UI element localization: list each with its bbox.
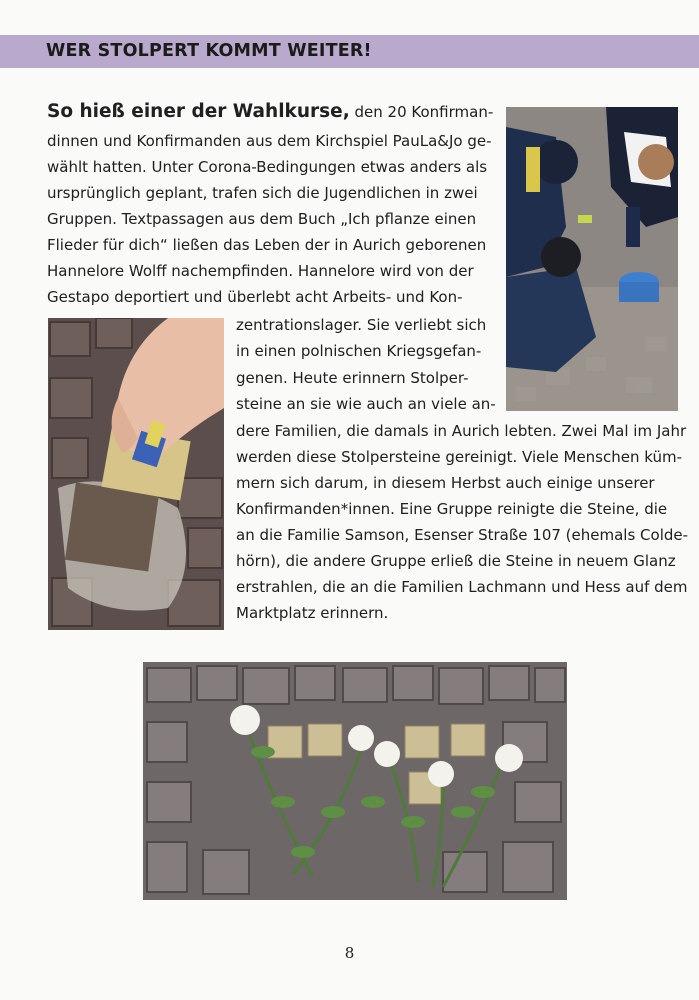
article-line: Gestapo deportiert und überlebt acht Arbeits- und Kon-	[47, 288, 463, 306]
article-line: werden diese Stolpersteine gereinigt. Viele Menschen küm-	[236, 448, 683, 466]
article-line: an die Familie Samson, Esenser Straße 107 (ehemals Colde-	[236, 526, 689, 544]
article-line: Flieder für dich“ ließen das Leben der in Aurich geborenen	[47, 236, 487, 254]
article-line: Marktplatz erinnern.	[236, 604, 389, 622]
article-line: Hannelore Wolff nachempfinden. Hannelore wird von der	[47, 262, 474, 280]
page-title: WER STOLPERT KOMMT WEITER!	[46, 41, 372, 61]
article-line: hörn), die andere Gruppe erließ die Steine in neuem Glanz	[236, 552, 676, 570]
page-number: 8	[344, 944, 355, 962]
article-line: dere Familien, die damals in Aurich lebten. Zwei Mal im Jahr	[236, 422, 687, 440]
article-lead: So hieß einer der Wahlkurse,	[47, 101, 350, 122]
article-line: Gruppen. Textpassagen aus dem Buch „Ich pflanze einen	[47, 210, 477, 228]
article-line: dinnen und Konfirmanden aus dem Kirchspiel PauLa&Jo ge-	[47, 132, 492, 150]
article-line: erstrahlen, die an die Familien Lachmann und Hess auf dem	[236, 578, 688, 596]
teens-cleaning-stones-photo	[506, 107, 678, 411]
article-line: steine an sie wie auch an viele an-	[236, 395, 496, 413]
article-line: in einen polnischen Kriegsgefan-	[236, 342, 482, 360]
article-line: ursprünglich geplant, trafen sich die Jugendlichen in zwei	[47, 184, 478, 202]
hand-scrubbing-stone-photo	[48, 318, 224, 630]
article-line: zentrationslager. Sie verliebt sich	[236, 316, 487, 334]
stolpersteine-white-roses-photo	[143, 662, 567, 900]
article-line: genen. Heute erinnern Stolper-	[236, 369, 469, 387]
article-line: Konfirmanden*innen. Eine Gruppe reinigte die Steine, die	[236, 500, 668, 518]
article-line: mern sich darum, in diesem Herbst auch einige unserer	[236, 474, 655, 492]
article-line-1: So hieß einer der Wahlkurse, den 20 Konfirman-	[47, 101, 494, 122]
article-line: wählt hatten. Unter Corona-Bedingungen etwas anders als	[47, 158, 488, 176]
